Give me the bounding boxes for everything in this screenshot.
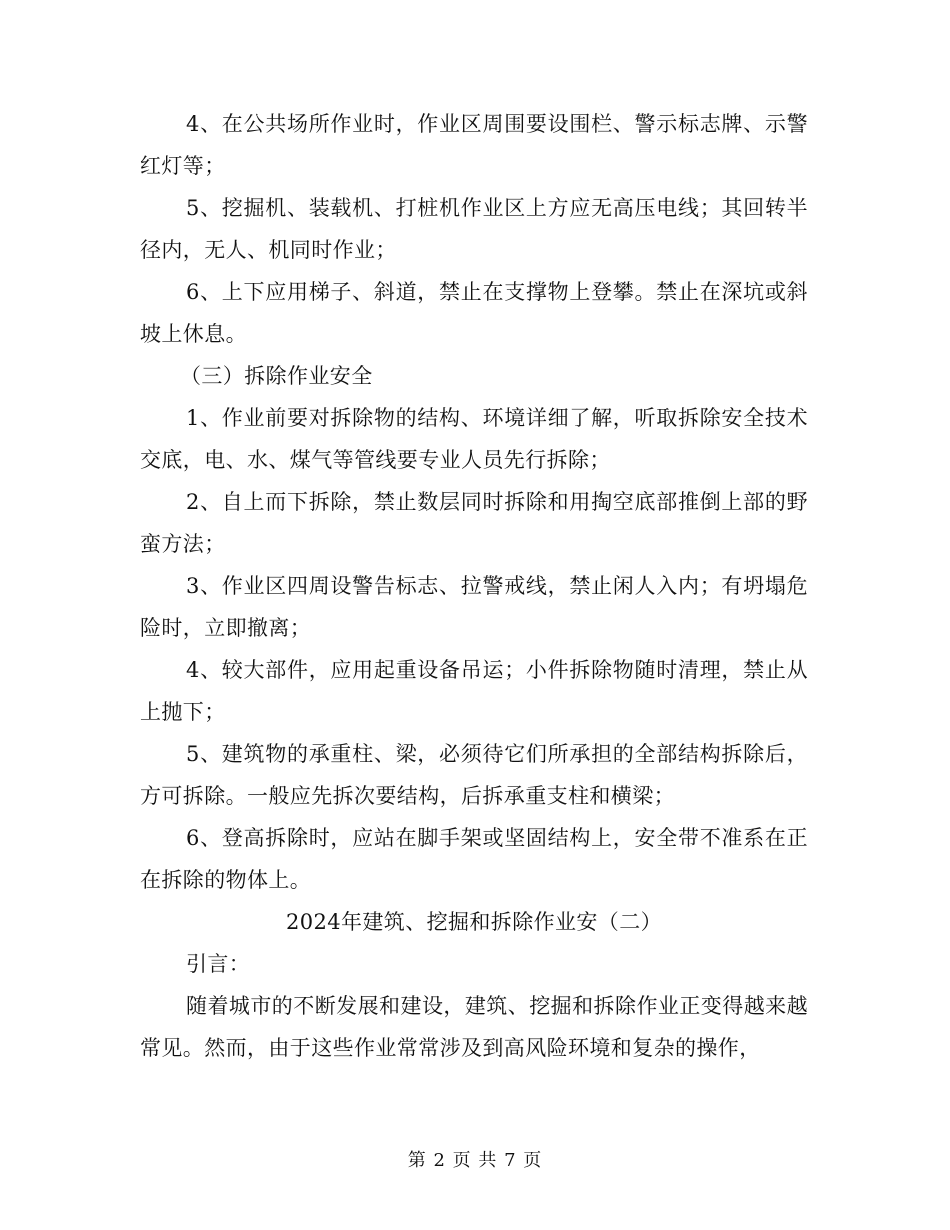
intro-paragraph: 随着城市的不断发展和建设，建筑、挖掘和拆除作业正变得越来越常见。然而，由于这些作业常常涉及到高风险环境和复杂的操作，: [140, 994, 808, 1060]
demolition-item-2: 2、自上而下拆除，禁止数层同时拆除和用掏空底部推倒上部的野蛮方法；: [140, 490, 808, 556]
demolition-item-3: 3、作业区四周设警告标志、拉警戒线，禁止闲人入内；有坍塌危险时，立即撤离；: [140, 574, 808, 640]
paragraph-item-6: 6、上下应用梯子、斜道，禁止在支撑物上登攀。禁止在深坑或斜坡上休息。: [140, 280, 808, 346]
demolition-item-1: 1、作业前要对拆除物的结构、环境详细了解，听取拆除安全技术交底，电、水、煤气等管线要专业人员先行拆除；: [140, 406, 808, 472]
demolition-item-4: 4、较大部件，应用起重设备吊运；小件拆除物随时清理，禁止从上抛下；: [140, 658, 808, 724]
demolition-item-6: 6、登高拆除时，应站在脚手架或坚固结构上，安全带不准系在正在拆除的物体上。: [140, 826, 808, 892]
section-heading: （三）拆除作业安全: [180, 364, 373, 388]
page-number-footer: 第 2 页 共 7 页: [407, 1150, 543, 1171]
demolition-item-5: 5、建筑物的承重柱、梁，必须待它们所承担的全部结构拆除后，方可拆除。一般应先拆次要结构，后拆承重支柱和横梁；: [140, 742, 808, 808]
document-body: [140, 103, 808, 1069]
intro-label: 引言：: [186, 952, 251, 976]
document-title: 2024年建筑、挖掘和拆除作业安（二）: [285, 910, 663, 934]
paragraph-item-4: 4、在公共场所作业时，作业区周围要设围栏、警示标志牌、示警红灯等；: [140, 112, 808, 178]
paragraph-item-5: 5、挖掘机、装载机、打桩机作业区上方应无高压电线；其回转半径内，无人、机同时作业；: [140, 196, 808, 262]
